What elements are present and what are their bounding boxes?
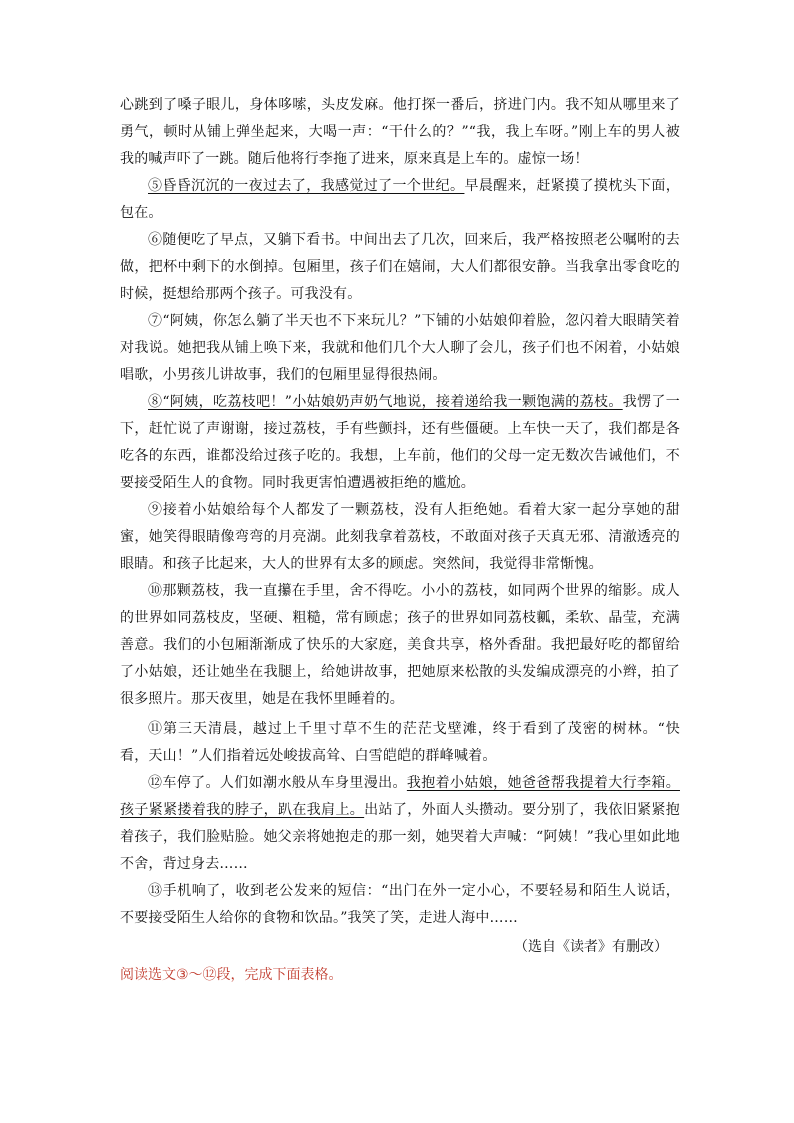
underlined-sentence: 我抱着小姑娘，她爸爸帮我提着大行李箱。孩子紧紧搂着我的脖子，趴在我肩上。 — [120, 775, 680, 818]
paragraph-13 — [120, 878, 680, 932]
paragraph-text: 我愣了一下，赶忙说了声谢谢，接过荔枝，手有些颤抖，还有些僵硬。上车快一天了，我们都是各吃各的东西，谁都没给过孩子吃的。我想，上车前，他们的父母一定无数次告诫他们，不要接受陌生人的食物。同时我更害怕遭遇被拒绝的尴尬。 — [120, 394, 680, 491]
paragraph-11 — [120, 716, 680, 770]
paragraph-text: 心跳到了嗓子眼儿，身体哆嗦，头皮发麻。他打探一番后，挤进门内。我不知从哪里来了勇气，顿时从铺上弹坐起来，大喝一声：“干什么的？”“我，我上车呀。”刚上车的男人被我的喊声吓了一跳。随后他将行李拖了进来，原来真是上车的。虚惊一场！ — [120, 97, 680, 167]
paragraph-text: ⑬手机响了，收到老公发来的短信：“出门在外一定小心，不要轻易和陌生人说话，不要接受陌生人给你的食物和饮品。”我笑了笑，走进人海中…… — [120, 883, 680, 926]
paragraph-8 — [120, 389, 680, 497]
paragraph-9 — [120, 497, 680, 578]
underlined-sentence: ⑧“阿姨，吃荔枝吧！”小姑娘奶声奶气地说，接着递给我一颗饱满的荔枝。 — [148, 394, 623, 410]
paragraph-text: 出站了，外面人头攒动。要分别了，我依旧紧紧抱着孩子，我们脸贴脸。她父亲将她抱走的那一刻，她哭着大声喊：“阿姨！”我心里如此地不舍，背过身去…… — [120, 802, 680, 872]
paragraph-12 — [120, 770, 680, 878]
underlined-sentence: ⑤昏昏沉沉的一夜过去了，我感觉过了一个世纪。 — [148, 178, 465, 194]
paragraph-text: ⑪第三天清晨，越过上千里寸草不生的茫茫戈壁滩，终于看到了茂密的树林。“快看，天山！”人们指着远处峻拔高耸、白雪皑皑的群峰喊着。 — [120, 721, 680, 764]
paragraph-text: 早晨醒来，赶紧摸了摸枕头下面，包在。 — [120, 178, 681, 221]
paragraph-7 — [120, 308, 680, 389]
paragraph-text: ⑥随便吃了早点，又躺下看书。中间出去了几次，回来后，我严格按照老公嘱咐的去做，把杯中剩下的水倒掉。包厢里，孩子们在嬉闹，大人们都很安静。当我拿出零食吃的时候，挺想给那两个孩子。可我没有。 — [120, 232, 680, 302]
paragraph-continued — [120, 92, 680, 173]
paragraph-text: ⑨接着小姑娘给每个人都发了一颗荔枝，没有人拒绝她。看着大家一起分享她的甜蜜，她笑得眼睛像弯弯的月亮湖。此刻我拿着荔枝，不敢面对孩子天真无邪、清澈透亮的眼睛。和孩子比起来，大人的世界有太多的顾虑。突然间，我觉得非常惭愧。 — [120, 502, 680, 572]
question-prompt: 阅读选文③～⑫段，完成下面表格。 — [120, 967, 343, 983]
paragraph-text: ⑩那颗荔枝，我一直攥在手里，舍不得吃。小小的荔枝，如同两个世界的缩影。成人的世界如同荔枝皮，坚硬、粗糙，常有顾虑；孩子的世界如同荔枝瓤，柔软、晶莹，充满善意。我们的小包厢渐渐成了快乐的大家庭，美食共享，格外香甜。我把最好吃的都留给了小姑娘，还让她坐在我腿上，给她讲故事，把她原来松散的头发编成漂亮的小辫，拍了很多照片。那天夜里，她是在我怀里睡着的。 — [120, 583, 680, 707]
paragraph-text: ⑦“阿姨，你怎么躺了半天也不下来玩儿？”下铺的小姑娘仰着脸，忽闪着大眼睛笑着对我说。她把我从铺上唤下来，我就和他们几个大人聊了会儿，孩子们也不闲着，小姑娘唱歌，小男孩儿讲故事，我们的包厢里显得很热闹。 — [120, 313, 680, 383]
paragraph-text: ⑫车停了。人们如潮水般从车身里漫出。 — [148, 775, 407, 791]
source-citation: （选自《读者》有删改） — [514, 939, 668, 955]
paragraph-5 — [120, 173, 680, 227]
paragraph-6 — [120, 227, 680, 308]
paragraph-10 — [120, 578, 680, 713]
